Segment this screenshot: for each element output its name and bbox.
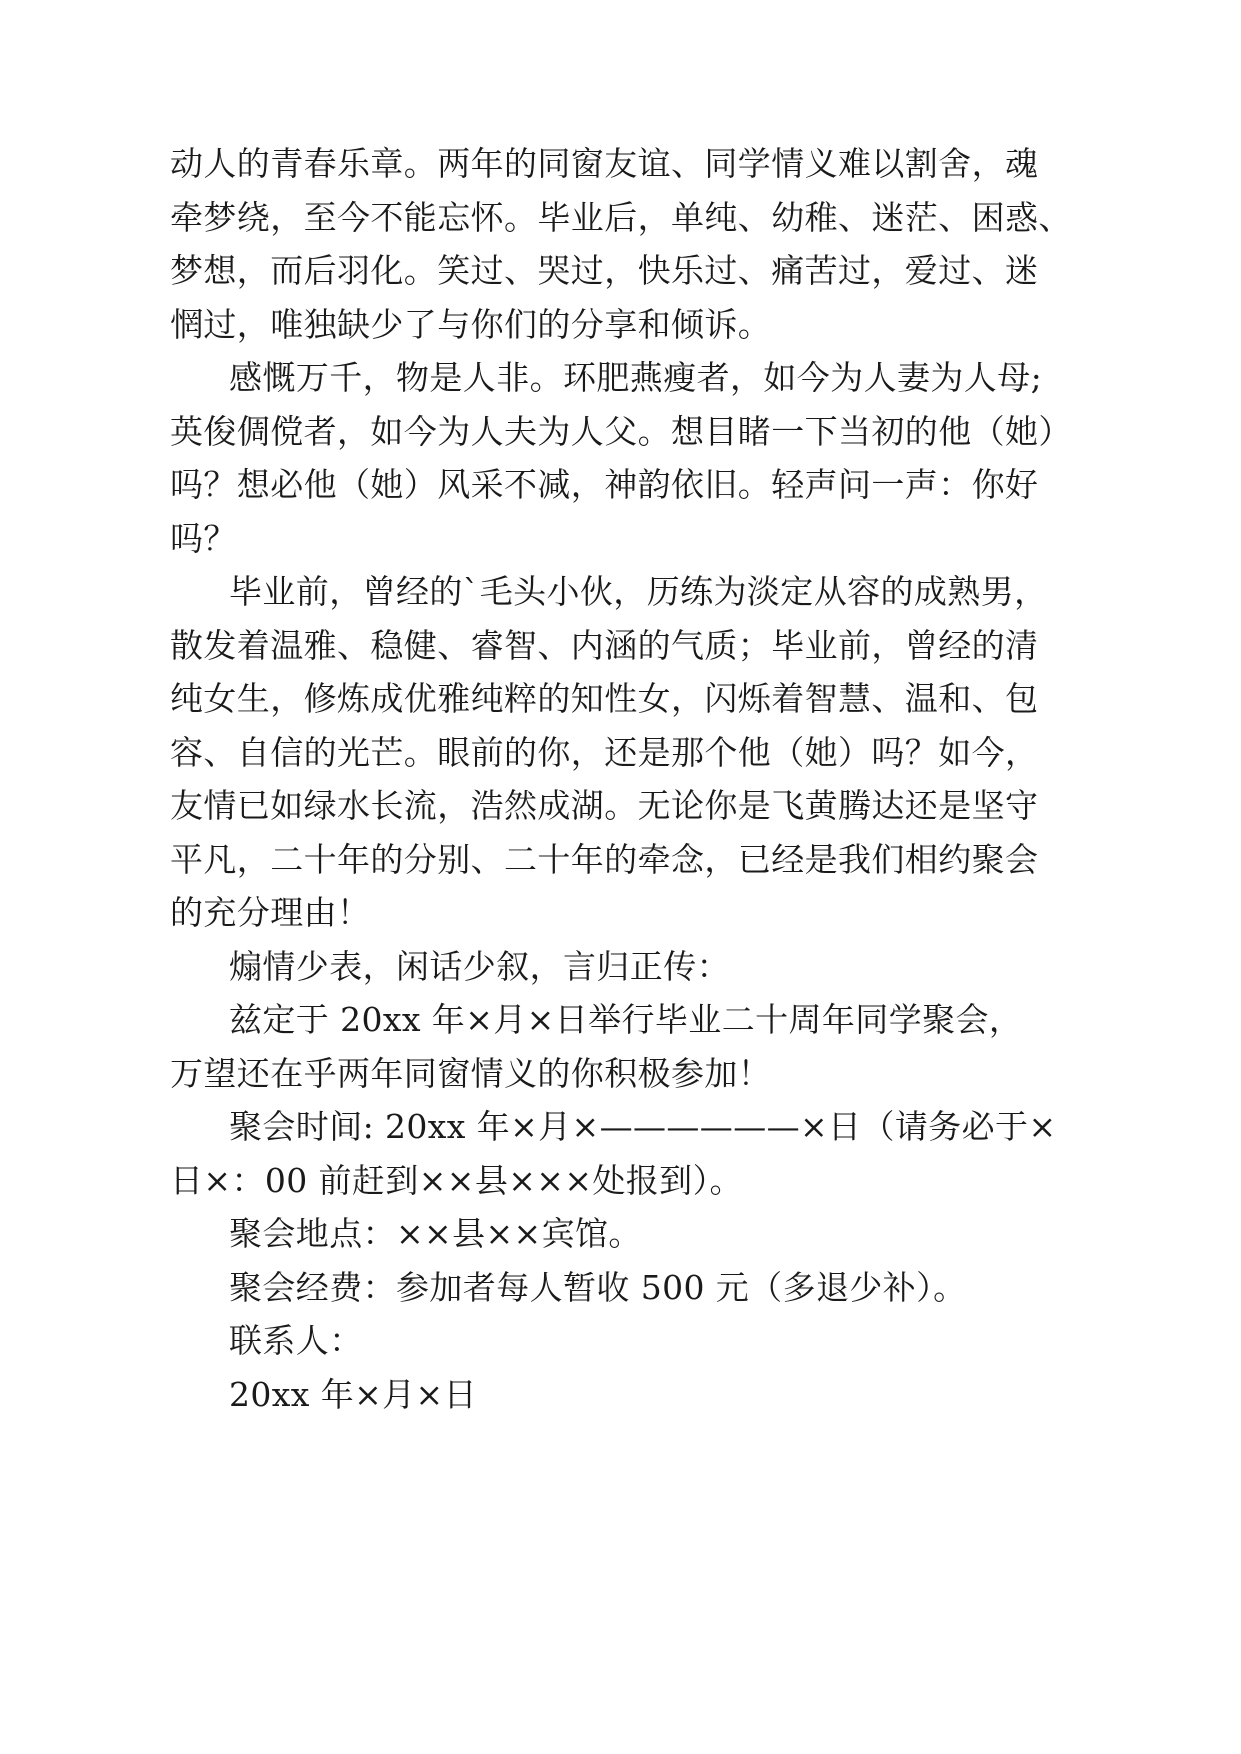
text-line: 聚会时间: 20xx 年×月×——————×日（请务必于× [229,1107,1057,1146]
text-line: 毕业前，曾经的`毛头小伙，历练为淡定从容的成熟男， [229,572,1048,611]
text-line: 容、自信的光芒。眼前的你，还是那个他（她）吗？如今， [170,733,1039,772]
text-line: 纯女生，修炼成优雅纯粹的知性女，闪烁着智慧、温和、包 [170,679,1039,718]
text-line: 联系人： [229,1321,363,1360]
text-line: 聚会地点：××县××宾馆。 [229,1214,642,1253]
text-line: 吗？想必他（她）风采不减，神韵依旧。轻声问一声：你好 [170,465,1039,504]
text-line: 牵梦绕，至今不能忘怀。毕业后，单纯、幼稚、迷茫、困惑、 [170,198,1072,237]
text-line: 感慨万千，物是人非。环肥燕瘦者，如今为人妻为人母; [229,358,1043,397]
text-line: 的充分理由！ [170,893,371,932]
text-line: 万望还在乎两年同窗情义的你积极参加！ [170,1054,772,1093]
text-line: 日×：00 前赶到××县×××处报到）。 [170,1161,743,1200]
text-line: 20xx 年×月×日 [229,1375,478,1414]
text-line: 吗？ [170,519,237,558]
text-line: 散发着温雅、稳健、睿智、内涵的气质；毕业前，曾经的清 [170,626,1039,665]
text-line: 梦想，而后羽化。笑过、哭过，快乐过、痛苦过，爱过、迷 [170,251,1039,290]
text-line: 平凡，二十年的分别、二十年的牵念，已经是我们相约聚会 [170,840,1039,879]
text-line: 煽情少表，闲话少叙，言归正传： [229,947,730,986]
text-line: 动人的青春乐章。两年的同窗友谊、同学情义难以割舍，魂 [170,144,1039,183]
text-line: 兹定于 20xx 年×月×日举行毕业二十周年同学聚会， [229,1000,1023,1039]
text-line: 聚会经费：参加者每人暂收 500 元（多退少补）。 [229,1268,967,1307]
text-line: 英俊倜傥者，如今为人夫为人父。想目睹一下当初的他（她） [170,412,1072,451]
text-line: 友情已如绿水长流，浩然成湖。无论你是飞黄腾达还是坚守 [170,786,1039,825]
text-line: 惘过，唯独缺少了与你们的分享和倾诉。 [170,305,772,344]
